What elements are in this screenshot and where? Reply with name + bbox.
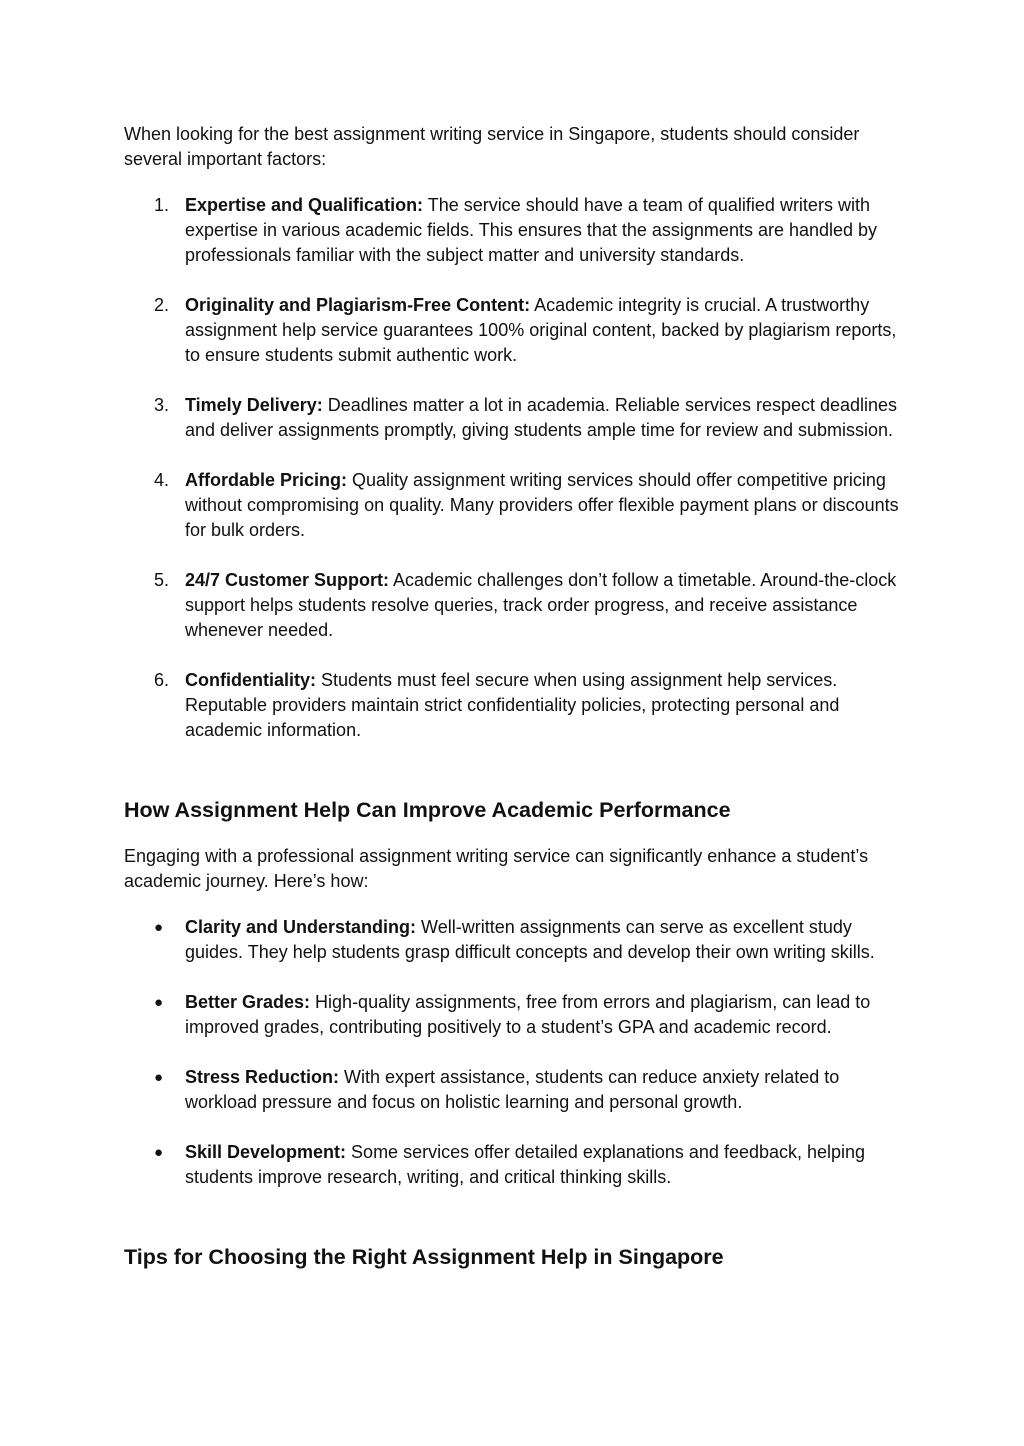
- list-item: [124, 468, 904, 543]
- item-title: Clarity and Understanding:: [185, 917, 417, 937]
- list-number: 2.: [154, 295, 170, 315]
- list-item: [124, 193, 904, 268]
- item-title: Affordable Pricing:: [185, 470, 348, 490]
- item-title: Expertise and Qualification:: [185, 195, 424, 215]
- item-text: Quality assignment writing services should offer competitive pricing without compromising on quality. Many providers offer flexible payment plans or discounts for bulk orders.: [185, 470, 899, 540]
- list-item: [124, 1065, 904, 1115]
- bullet-icon: ●: [154, 1144, 164, 1161]
- item-text: High-quality assignments, free from errors and plagiarism, can lead to improved grades, contributing positively to a student’s GPA and academic record.: [185, 992, 871, 1037]
- item-title: Confidentiality:: [185, 670, 316, 690]
- item-title: Skill Development:: [185, 1142, 347, 1162]
- item-title: Timely Delivery:: [185, 395, 323, 415]
- section-heading: How Assignment Help Can Improve Academic Performance: [124, 798, 731, 822]
- bullet-icon: ●: [154, 919, 164, 936]
- benefits-list: [124, 915, 904, 1190]
- factors-list: [124, 193, 904, 743]
- item-title: Stress Reduction:: [185, 1067, 340, 1087]
- item-title: 24/7 Customer Support:: [185, 570, 390, 590]
- list-item: [124, 568, 904, 643]
- list-number: 3.: [154, 395, 170, 415]
- list-number: 1.: [154, 195, 170, 215]
- item-text: Students must feel secure when using assignment help services. Reputable providers maintain strict confidentiality policies, protecting personal and academic information.: [185, 670, 840, 740]
- list-item: [124, 990, 904, 1040]
- list-item: [124, 293, 904, 368]
- item-text: Academic integrity is crucial. A trustworthy assignment help service guarantees 100% original content, backed by plagiarism reports, to ensure students submit authentic work.: [185, 295, 897, 365]
- document-page: [124, 122, 904, 1271]
- item-text: Well-written assignments can serve as excellent study guides. They help students grasp difficult concepts and develop their own writing skills.: [185, 917, 875, 962]
- item-text: Deadlines matter a lot in academia. Reliable services respect deadlines and deliver assignments promptly, giving students ample time for review and submission.: [185, 395, 898, 440]
- item-title: Originality and Plagiarism-Free Content:: [185, 295, 531, 315]
- intro-paragraph: When looking for the best assignment writing service in Singapore, students should consider several important factors:: [124, 124, 860, 169]
- list-item: [124, 393, 904, 443]
- section-heading: Tips for Choosing the Right Assignment Help in Singapore: [124, 1245, 724, 1269]
- list-item: [124, 915, 904, 965]
- item-text: The service should have a team of qualified writers with expertise in various academic fields. This ensures that the assignments are handled by professionals familiar with the subject matter and university standards.: [185, 195, 878, 265]
- item-text: With expert assistance, students can reduce anxiety related to workload pressure and focus on holistic learning and personal growth.: [185, 1067, 840, 1112]
- item-text: Academic challenges don’t follow a timetable. Around-the-clock support helps students resolve queries, track order progress, and receive assistance whenever needed.: [185, 570, 897, 640]
- list-item: [124, 668, 904, 743]
- bullet-icon: ●: [154, 994, 164, 1011]
- item-title: Better Grades:: [185, 992, 311, 1012]
- bullet-icon: ●: [154, 1069, 164, 1086]
- list-item: [124, 1140, 904, 1190]
- list-number: 4.: [154, 470, 170, 490]
- list-number: 5.: [154, 570, 170, 590]
- section-intro-paragraph: Engaging with a professional assignment writing service can significantly enhance a student’s academic journey. Here’s how:: [124, 846, 869, 891]
- list-number: 6.: [154, 670, 170, 690]
- item-text: Some services offer detailed explanations and feedback, helping students improve research, writing, and critical thinking skills.: [185, 1142, 866, 1187]
